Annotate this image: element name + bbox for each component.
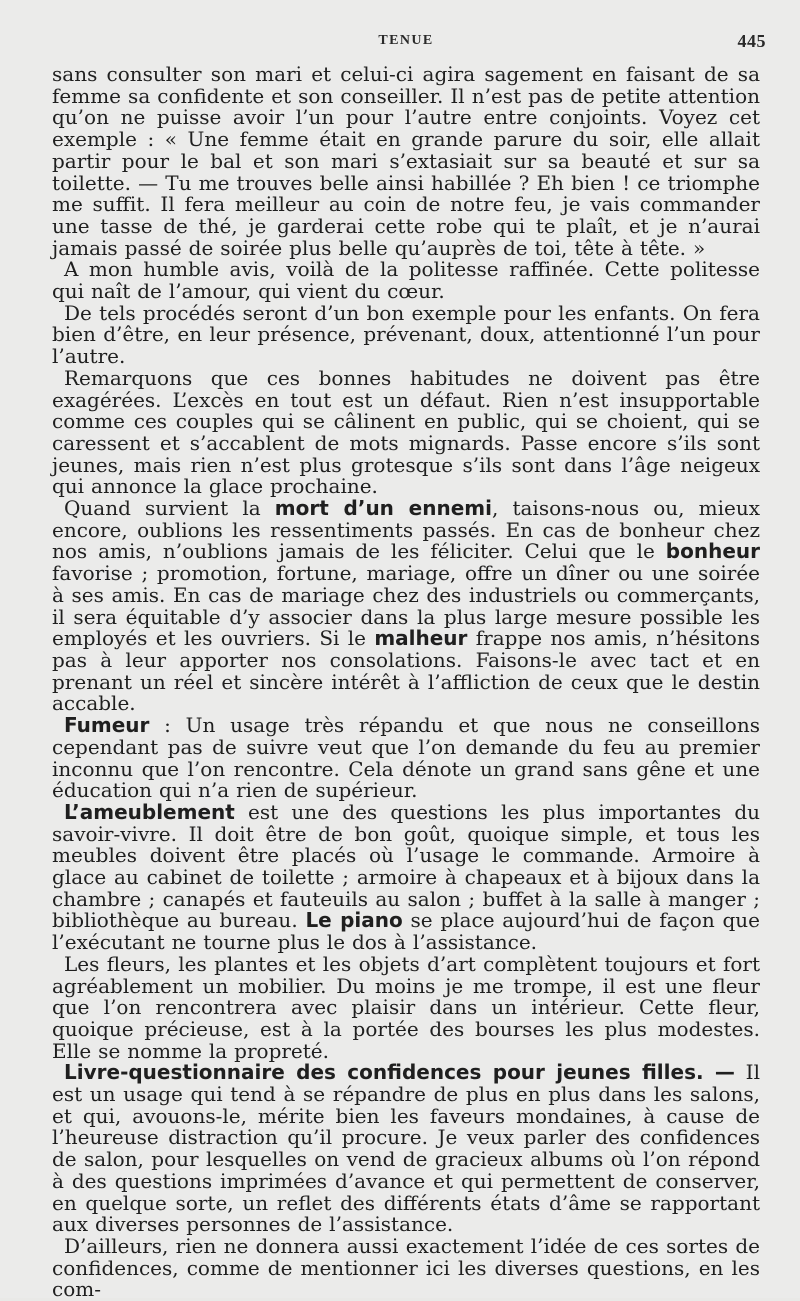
paragraph-ennemi-part2: , taisons-nous ou, mieux encore, oublions les ressentiments passés. En cas de bonheur chez nos amis, n’oublions jamais de les féliciter. Celui que le: [52, 496, 761, 564]
heading-livre-questionnaire: Livre-questionnaire des confidences pour jeunes filles. —: [64, 1060, 735, 1085]
paragraph-fumeur: [52, 715, 760, 802]
paragraph-confidences: D’ailleurs, rien ne donnera aussi exactement l’idée de ces sortes de confidences, comme de mentionner ici les diverses questions, en les com-: [52, 1233, 760, 1301]
paragraph-ennemi-part3: favorise ; promotion, fortune, mariage, offre un dîner ou une soirée à ses amis. En cas de mariage chez des industriels ou commerçants, il sera équitable d’y associer dans la plus large mesure possible les employés et les ouvriers. Si le: [52, 561, 760, 651]
heading-fumeur: Fumeur: [64, 713, 150, 738]
paragraph-livre-questionnaire: [52, 1062, 760, 1236]
heading-piano: Le piano: [305, 908, 403, 933]
body-text: [52, 64, 760, 1301]
paragraph-politesse: A mon humble avis, voilà de la politesse raffinée. Cette politesse qui naît de l’amour, qui vient du cœur.: [52, 257, 760, 304]
term-mort-ennemi: mort d’un ennemi: [274, 496, 492, 521]
paragraph-conjoints: sans consulter son mari et celui-ci agira sagement en faisant de sa femme sa confidente et son conseiller. Il n’est pas de petite attention qu’on ne puisse avoir l’un pour l’autre entre conjoints. Voyez cet exemple : « Une femme était en grande parure du soir, elle allait partir pour le bal et son mari s’extasiait sur sa beauté et sur sa toilette. — Tu me trouves belle ainsi habillée ? Eh bien ! ce triomphe me suffit. Il fera meilleur au coin de notre feu, je vais commander une tasse de thé, je garderai cette robe qui te plaît, et je n’aurai jamais passé de soirée plus belle qu’auprès de toi, tête à tête. »: [52, 62, 760, 260]
paragraph-exageration: Remarquons que ces bonnes habitudes ne doivent pas être exagérées. L’excès en tout est un défaut. Rien n’est insupportable comme ces couples qui se câlinent en public, qui se choient, qui se caressent et s’accablent de mots mignards. Passe encore s’ils sont jeunes, mais rien n’est plus grotesque s’ils sont dans l’âge neigeux qui annonce la glace prochaine.: [52, 365, 760, 499]
heading-ameublement: L’ameublement: [64, 799, 235, 824]
paragraph-ameublement: [52, 799, 760, 955]
paragraph-fleurs: Les fleurs, les plantes et les objets d’art complètent toujours et fort agréablement un mobilier. Du moins je me trompe, il est une fleur que l’on rencontrera avec plaisir dans un intérieur. Cette fleur, quoique précieuse, est à la portée des bourses les plus modestes. Elle se nomme la propreté.: [52, 951, 760, 1063]
paragraph-enfants: De tels procédés seront d’un bon exemple pour les enfants. On fera bien d’être, en leur présence, prévenant, doux, attentionné l’un pour l’autre.: [52, 300, 760, 369]
running-header: [52, 30, 766, 54]
paragraph-piano-text: se place aujourd’hui de façon que l’exécutant ne tourne plus le dos à l’assistance.: [52, 908, 760, 955]
term-malheur: malheur: [374, 626, 468, 651]
paragraph-ameublement-text: est une des questions les plus importantes du savoir-vivre. Il doit être de bon goût, quoique simple, et tous les meubles doivent être placés où l’usage le commande. Armoire à glace au cabinet de toilette ; armoire à chapeaux et à bijoux dans la chambre ; canapés et fauteuils au salon ; buffet à la salle à manger ; bibliothèque au bureau.: [52, 799, 760, 933]
paragraph-fumeur-text: : Un usage très répandu et que nous ne conseillons cependant pas de suivre veut que l’on demande du feu au premier inconnu que l’on rencontre. Cela dénote un grand sans gêne et une éducation qui n’a rien de supérieur.: [52, 713, 760, 803]
paragraph-ennemi-bonheur-malheur: [52, 498, 760, 715]
paragraph-ennemi-part4: frappe nos amis, n’hésitons pas à leur apporter nos consolations. Faisons-le avec tact et en prenant un réel et sincère intérêt à l’affliction de ceux que le destin accable.: [52, 626, 760, 716]
term-bonheur: bonheur: [665, 539, 760, 564]
page-number: 445: [737, 31, 766, 51]
paragraph-livre-questionnaire-text: Il est un usage qui tend à se répandre de plus en plus dans les salons, et qui, avouons-le, mérite bien les faveurs mondaines, à cause de l’heureuse distraction qu’il procure. Je veux parler des confidences de salon, pour lesquelles on vend de gracieux albums où l’on répond à des questions imprimées d’avance et qui permettent de conserver, en quelque sorte, un reflet des différents états d’âme se rapportant aux diverses personnes de l’assistance.: [52, 1060, 760, 1237]
running-title: TENUE: [378, 33, 434, 48]
paragraph-ennemi-part1: Quand survient la: [64, 496, 275, 521]
